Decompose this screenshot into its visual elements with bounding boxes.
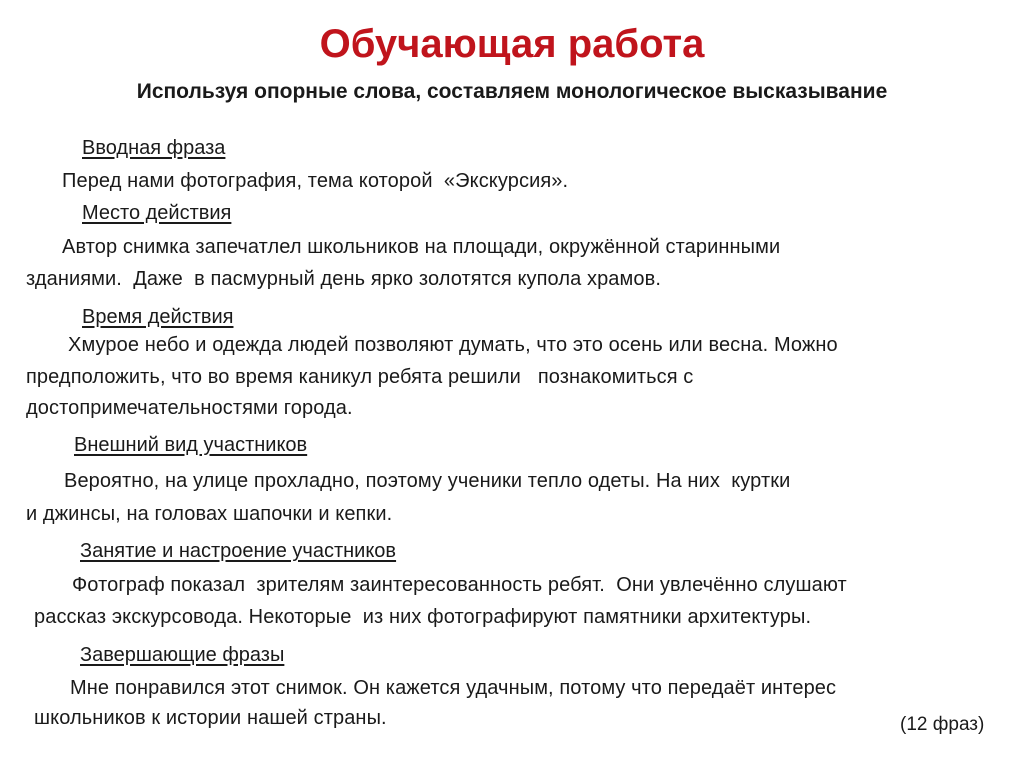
section-heading-time: Время действия [82, 306, 234, 328]
section-heading-intro: Вводная фраза [82, 137, 226, 159]
section-line: школьников к истории нашей страны. [34, 707, 387, 729]
section-line: зданиями. Даже в пасмурный день ярко золотятся купола храмов. [26, 268, 661, 290]
section-line: и джинсы, на головах шапочки и кепки. [26, 503, 393, 525]
section-line: Вероятно, на улице прохладно, поэтому ученики тепло одеты. На них куртки [64, 470, 791, 492]
section-line: Хмурое небо и одежда людей позволяют думать, что это осень или весна. Можно [68, 334, 838, 356]
section-heading-activity: Занятие и настроение участников [80, 540, 397, 562]
section-line: Перед нами фотография, тема которой «Экскурсия». [62, 170, 569, 192]
section-line: Фотограф показал зрителям заинтересованность ребят. Они увлечённо слушают [72, 574, 847, 596]
section-heading-appearance: Внешний вид участников [74, 434, 308, 456]
section-heading-place: Место действия [82, 202, 232, 224]
section-line: Мне понравился этот снимок. Он кажется удачным, потому что передаёт интерес [70, 677, 837, 699]
section-line: рассказ экскурсовода. Некоторые из них фотографируют памятники архитектуры. [34, 606, 812, 628]
phrase-count-note: (12 фраз) [900, 714, 985, 735]
slide-title: Обучающая работа [319, 22, 705, 66]
slide-subtitle: Используя опорные слова, составляем монологическое высказывание [136, 80, 888, 103]
section-heading-closing: Завершающие фразы [80, 644, 285, 666]
section-line: достопримечательностями города. [26, 397, 353, 419]
section-line: предположить, что во время каникул ребята решили познакомиться с [26, 366, 694, 388]
section-line: Автор снимка запечатлел школьников на площади, окружённой старинными [62, 236, 781, 258]
